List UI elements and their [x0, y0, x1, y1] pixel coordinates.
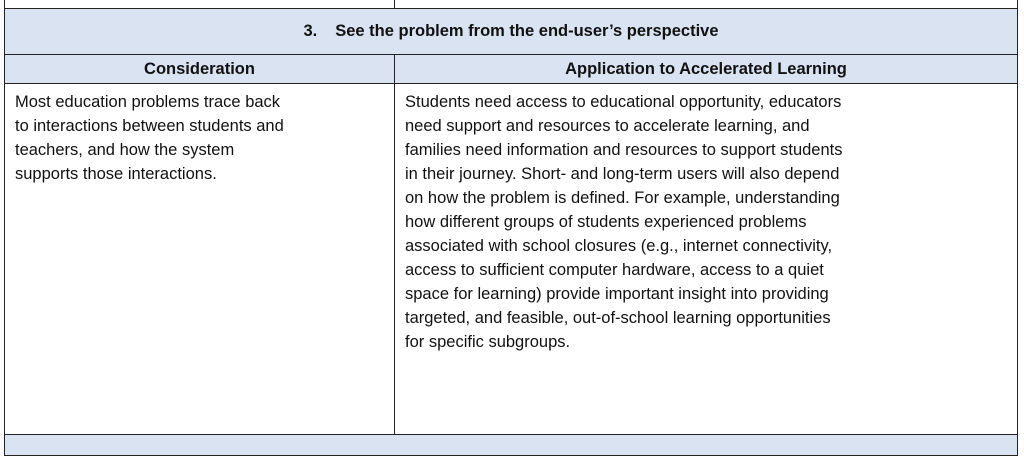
application-cell: [395, 84, 1017, 434]
text-line: to interactions between students and: [15, 117, 284, 135]
text-line: targeted, and feasible, out-of-school learning opportunities: [405, 309, 831, 327]
text-line: access to sufficient computer hardware, access to a quiet: [405, 261, 824, 279]
section-title-text: See the problem from the end-user’s perspective: [335, 22, 719, 40]
text-line: space for learning) provide important insight into providing: [405, 285, 829, 303]
text-line: for specific subgroups.: [405, 333, 571, 351]
section-title: [5, 9, 1017, 55]
text-line: need support and resources to accelerate learning, and: [405, 117, 810, 135]
text-line: supports those interactions.: [15, 165, 217, 183]
previous-row-fragment: [5, 0, 1017, 9]
text-line: on how the problem is defined. For example, understanding: [405, 189, 840, 207]
document-table: [4, 0, 1018, 456]
column-header-consideration: Consideration: [5, 55, 395, 83]
table-header-row: [5, 55, 1017, 84]
consideration-cell: [5, 84, 395, 434]
text-line: Students need access to educational opportunity, educators: [405, 93, 842, 111]
text-line: families need information and resources to support students: [405, 141, 843, 159]
text-line: Most education problems trace back: [15, 93, 281, 111]
column-header-application: Application to Accelerated Learning: [565, 59, 847, 78]
text-line: associated with school closures (e.g., internet connectivity,: [405, 237, 833, 255]
text-line: in their journey. Short- and long-term users will also depend: [405, 165, 840, 183]
table-row: [5, 84, 1017, 435]
text-line: how different groups of students experienced problems: [405, 213, 807, 231]
next-section-fragment: [5, 435, 1017, 455]
text-line: teachers, and how the system: [15, 141, 235, 159]
section-number: 3.: [303, 22, 318, 40]
